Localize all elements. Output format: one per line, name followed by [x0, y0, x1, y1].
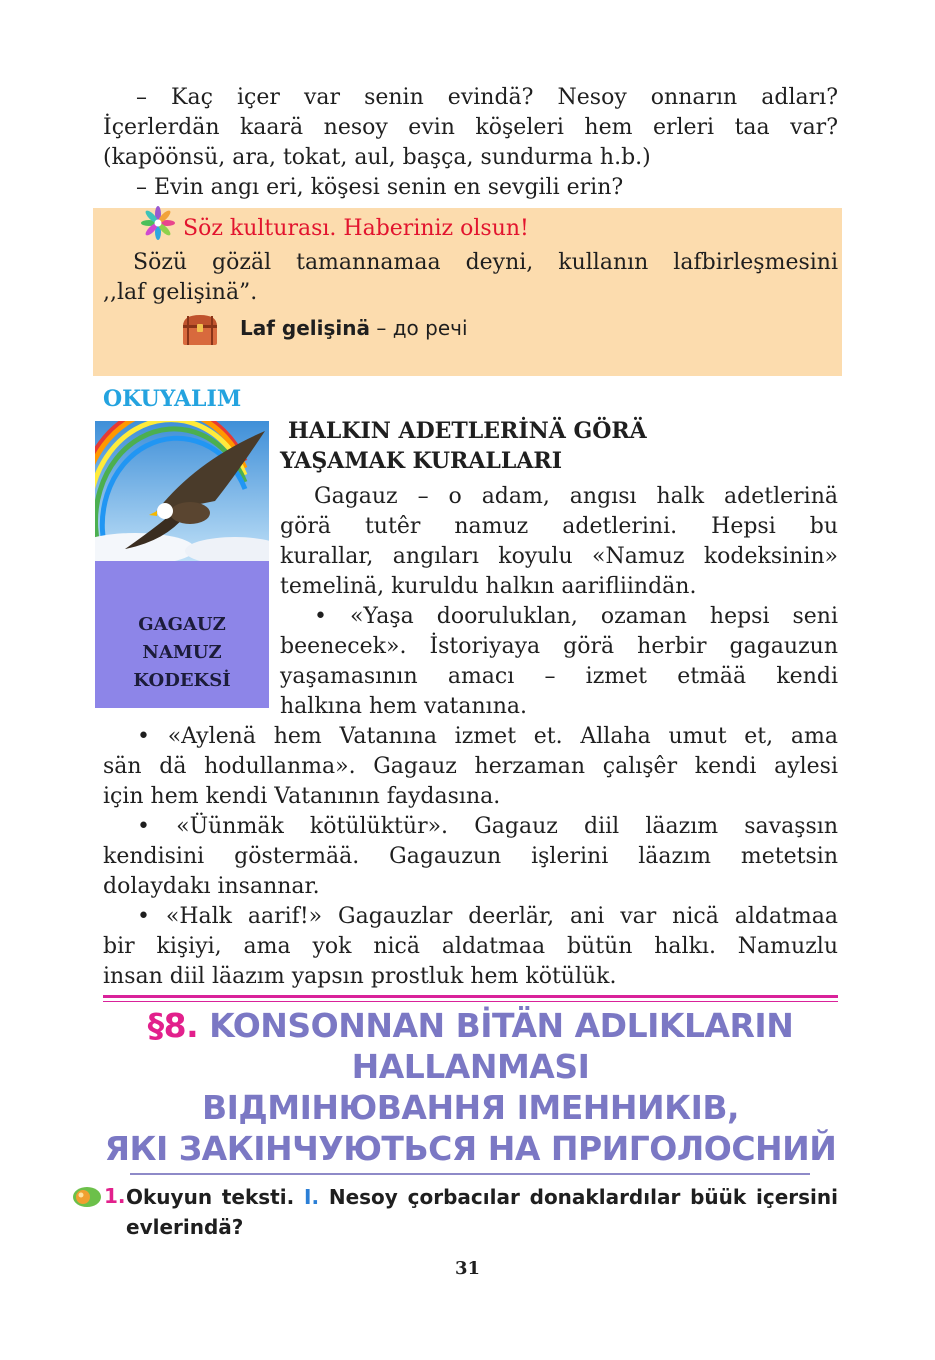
text-line: kurallar, angıları koyulu «Namuz kodeksinin» — [280, 544, 838, 569]
text-line: ,,laf gelişinä”. — [103, 280, 258, 305]
reading-text — [280, 482, 838, 722]
text-line: İçerlerdän kaarä nesoy evin köşeleri hem erleri taa var? — [103, 115, 838, 140]
flower-icon — [140, 205, 176, 241]
reading-text — [103, 722, 838, 992]
text-line: – Evin angı eri, köşesi senin en sevgili erin? — [136, 175, 624, 200]
exercise-text — [126, 1182, 838, 1242]
text-line: yaşamasının amacı – izmet etmää kendi — [280, 664, 838, 689]
divider — [130, 1173, 810, 1175]
exercise-question: Nesoy çorbacılar donaklardılar büük içersini — [319, 1185, 838, 1209]
vocab-term: Laf gelişinä — [240, 316, 370, 340]
text-line: bir kişiyi, ama yok nicä aldatmaa bütün halkı. Namuzlu — [103, 934, 838, 959]
text-line: Sözü gözäl tamannamaa deyni, kullanın lafbirleşmesini — [133, 250, 838, 275]
section-title: ВІДМІНЮВАННЯ ІМЕННИКІВ, — [201, 1088, 740, 1127]
book-cover-image — [95, 421, 269, 708]
text-line: kendisini göstermää. Gagauzun işlerini läazım metetsin — [103, 844, 838, 869]
text-line: temelinä, kuruldu halkın aarifliindän. — [280, 574, 697, 599]
text-line: insan diil läazım yapsın prostluk hem kötülük. — [103, 964, 617, 989]
cover-title-line: GAGAUZ — [138, 614, 226, 635]
cover-title-line: KODEKSİ — [133, 670, 231, 691]
eagle-rainbow-icon — [95, 421, 269, 561]
section-heading — [103, 1006, 838, 1045]
section-title: HALLANMASI — [351, 1047, 590, 1086]
exercise-instruction: Okuyun teksti. — [126, 1185, 304, 1209]
reading-title: HALKIN ADETLERİNÄ GÖRÄ — [288, 418, 647, 444]
text-line: • «Yaşa dooruluklan, ozaman hepsi seni — [314, 604, 838, 629]
text-line: için hem kendi Vatanının faydasına. — [103, 784, 501, 809]
text-line: evlerindä? — [126, 1215, 244, 1239]
note-body — [103, 248, 838, 308]
section-title: ЯКІ ЗАКІНЧУЮТЬСЯ НА ПРИГОЛОСНИЙ — [104, 1129, 837, 1168]
text-line: • «Aylenä hem Vatanına izmet et. Allaha umut et, ama — [137, 724, 838, 749]
text-line: halkına hem vatanına. — [280, 694, 527, 719]
section-label: OKUYALIM — [103, 386, 242, 412]
text-line: – Kaç içer var senin evindä? Nesoy onnarın adları? — [136, 85, 838, 110]
divider — [103, 995, 838, 998]
vocab-entry — [240, 316, 468, 340]
text-line: Gagauz – o adam, angısı halk adetlerinä — [314, 484, 838, 509]
vocab-translation: – до речі — [370, 316, 468, 340]
exercise-part: I. — [304, 1185, 320, 1209]
reading-title: YAŞAMAK KURALLARI — [280, 448, 562, 474]
text-line: sän dä hodullanma». Gagauz herzaman çalışêr kendi aylesi — [103, 754, 838, 779]
intro-questions — [103, 83, 838, 203]
divider — [103, 1001, 838, 1002]
page-number: 31 — [454, 1258, 481, 1279]
exercise-number: 1. — [104, 1184, 126, 1208]
text-line: görä tutêr namuz adetlerini. Hepsi bu — [280, 514, 838, 539]
treasure-chest-icon — [180, 312, 220, 348]
text-line: • «Üünmäk kötülüktür». Gagauz diil läazım savaşsın — [137, 814, 838, 839]
text-line — [126, 1182, 838, 1212]
text-line: beenecek». İstoriyaya görä herbir gagauzun — [280, 634, 838, 659]
text-line: (kapöönsü, ara, tokat, aul, başça, sundurma h.b.) — [103, 145, 651, 170]
text-line: • «Halk aarif!» Gagauzlar deerlär, ani var nicä aldatmaa — [137, 904, 838, 929]
section-number: §8. — [147, 1006, 199, 1045]
cover-title-line: NAMUZ — [142, 642, 222, 663]
section-title: KONSONNAN BİTÄN ADLIKLARIN — [198, 1006, 794, 1045]
exercise-bullet-icon — [72, 1185, 102, 1209]
text-line: dolaydakı insannar. — [103, 874, 320, 899]
note-title: Söz kulturası. Haberiniz olsun! — [183, 216, 529, 241]
